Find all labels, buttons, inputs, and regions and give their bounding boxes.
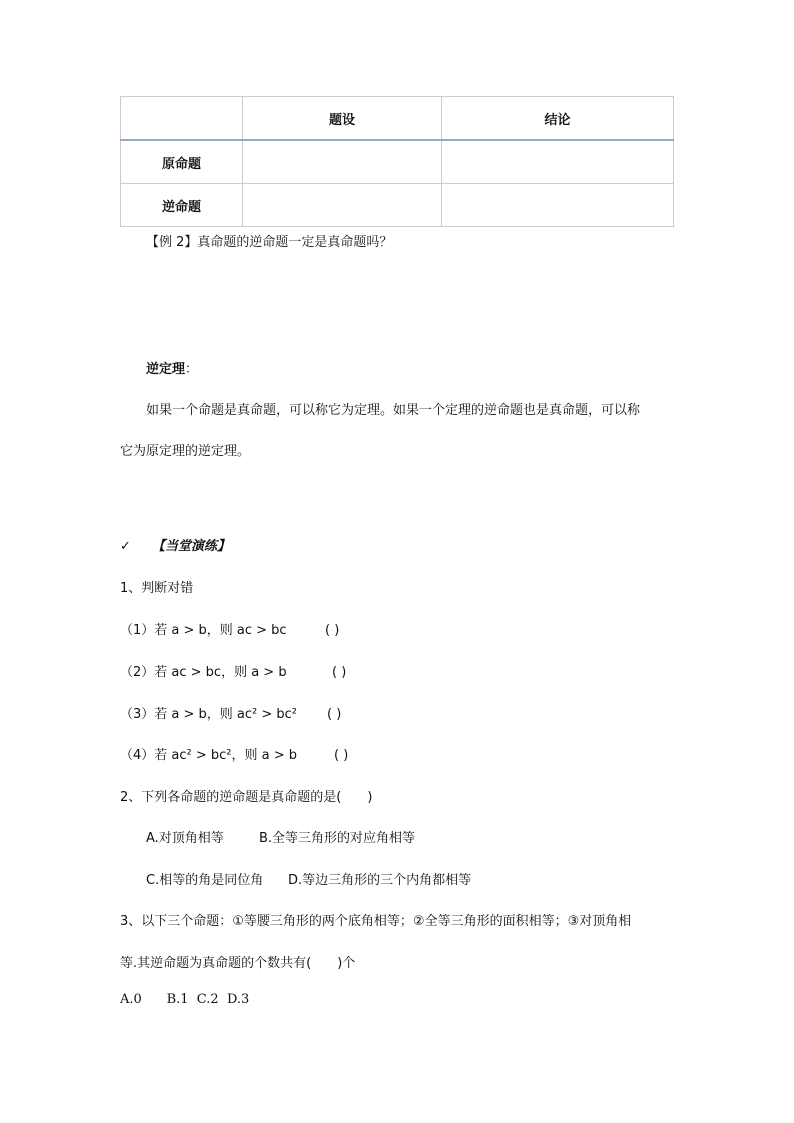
table-row bbox=[121, 184, 674, 227]
option-a: A.对顶角相等 bbox=[146, 831, 224, 846]
list-item bbox=[120, 746, 297, 766]
table-header-cell: 题设 bbox=[243, 97, 442, 141]
proposition-table bbox=[120, 96, 674, 227]
table-row-label: 逆命题 bbox=[121, 184, 243, 227]
option-d: D.等边三角形的三个内角都相等 bbox=[288, 873, 472, 888]
item-text: （3）若 a > b，则 ac² > bc² bbox=[120, 707, 298, 722]
item-text: （2）若 ac > bc，则 a > b bbox=[120, 665, 287, 680]
check-mark-icon: ✓ bbox=[120, 539, 131, 554]
answer-blank[interactable]: ( ) bbox=[332, 665, 347, 680]
list-item bbox=[120, 705, 297, 725]
item-text: （4）若 ac² > bc²，则 a > b bbox=[120, 748, 298, 763]
table-cell bbox=[243, 184, 442, 227]
table-cell bbox=[243, 140, 442, 184]
option-c: C.相等的角是同位角 bbox=[146, 873, 264, 888]
answer-blank[interactable]: ( ) bbox=[327, 707, 342, 722]
table-header-cell bbox=[121, 97, 243, 141]
question-3-line-2: 等.其逆命题为真命题的个数共有( )个 bbox=[120, 956, 356, 971]
table-header-cell: 结论 bbox=[442, 97, 674, 141]
answer-blank[interactable]: ( ) bbox=[334, 748, 349, 763]
table-cell bbox=[442, 140, 674, 184]
example-2-question: 【例 2】真命题的逆命题一定是真命题吗？ bbox=[146, 235, 393, 250]
table-header-row bbox=[121, 97, 674, 141]
heading-colon: ： bbox=[185, 362, 199, 377]
question-3-options: A.0 B.1 C.2 D.3 bbox=[120, 992, 250, 1007]
converse-theorem-heading bbox=[146, 360, 198, 380]
question-1-title: 1、判断对错 bbox=[120, 581, 194, 596]
question-3-line-1: 3、以下三个命题：①等腰三角形的两个底角相等；②全等三角形的面积相等；③对顶角相 bbox=[120, 914, 632, 929]
list-item bbox=[120, 621, 287, 641]
option-b: B.全等三角形的对应角相等 bbox=[259, 831, 416, 846]
question-2-title: 2、下列各命题的逆命题是真命题的是( ) bbox=[120, 790, 373, 805]
table-row-label: 原命题 bbox=[121, 140, 243, 184]
table-row bbox=[121, 140, 674, 184]
converse-theorem-line-1: 如果一个命题是真命题，可以称它为定理。如果一个定理的逆命题也是真命题，可以称 bbox=[146, 403, 641, 418]
table-cell bbox=[442, 184, 674, 227]
answer-blank[interactable]: ( ) bbox=[325, 623, 340, 638]
practice-heading bbox=[120, 537, 230, 557]
item-text: （1）若 a > b，则 ac > bc bbox=[120, 623, 287, 638]
list-item bbox=[120, 663, 287, 683]
converse-theorem-line-2: 它为原定理的逆定理。 bbox=[120, 444, 251, 459]
practice-title: 【当堂演练】 bbox=[152, 539, 231, 554]
heading-text: 逆定理 bbox=[146, 362, 186, 377]
